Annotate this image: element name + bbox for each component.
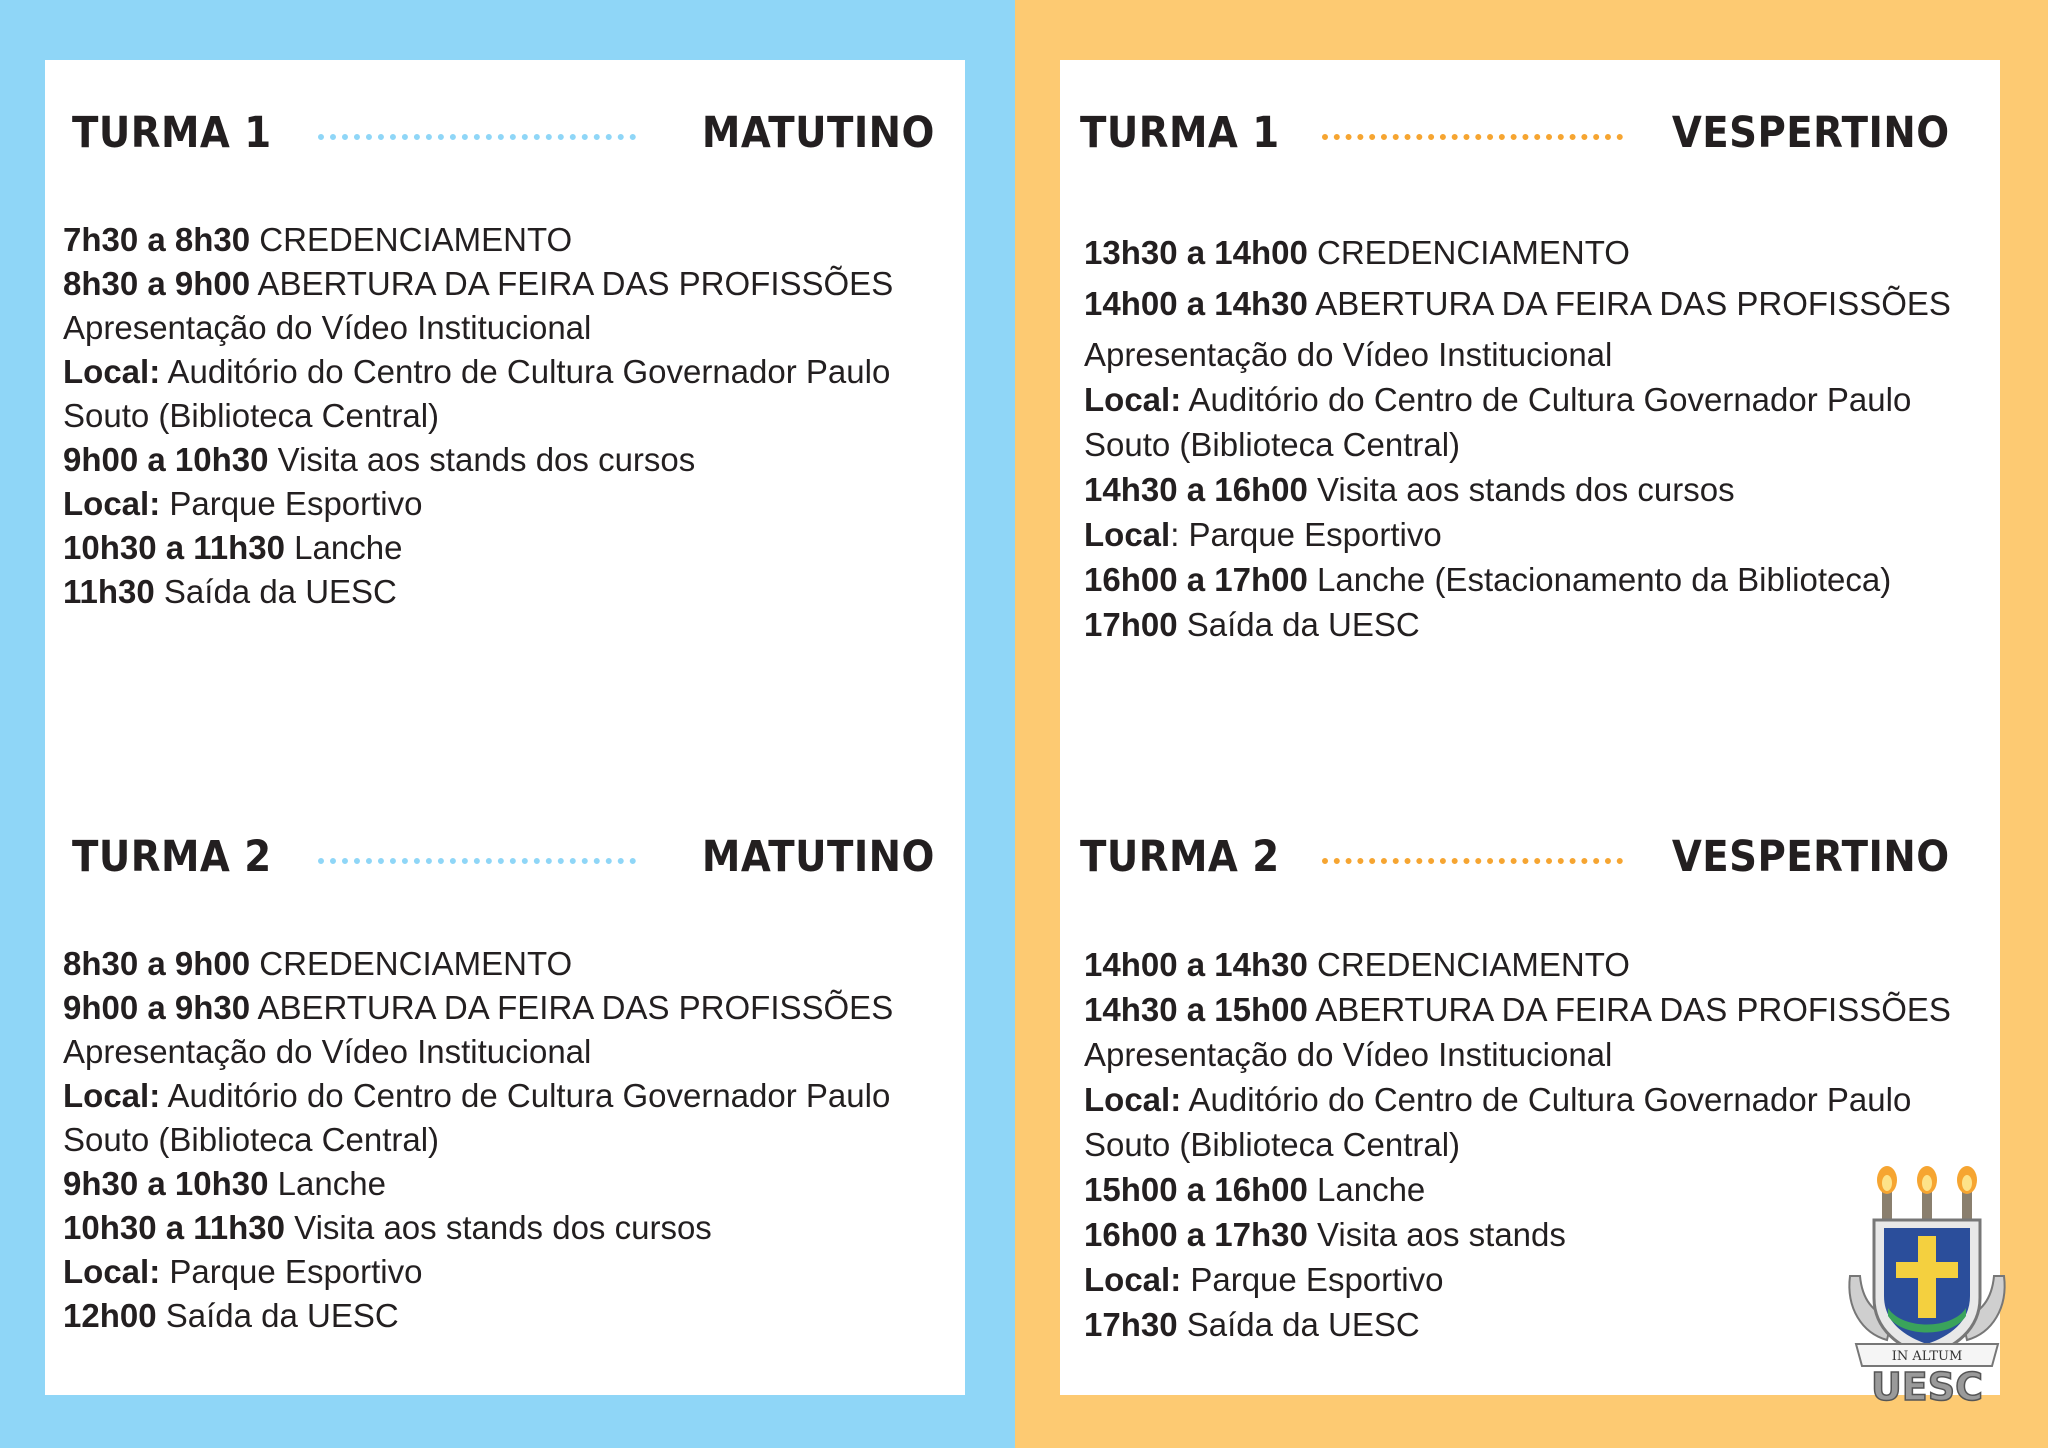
schedule-line: 9h00 a 9h30 ABERTURA DA FEIRA DAS PROFISSÕES	[63, 989, 894, 1026]
schedule-line: Local: Auditório do Centro de Cultura Governador Paulo	[63, 1077, 891, 1114]
turma-label: TURMA 1	[1080, 108, 1280, 158]
schedule-line: 13h30 a 14h00 CREDENCIAMENTO	[1084, 234, 1630, 271]
schedule-list	[63, 218, 955, 614]
schedule-line: Souto (Biblioteca Central)	[63, 1121, 440, 1158]
schedule-line: Apresentação do Vídeo Institucional	[1084, 336, 1613, 373]
schedule-line: Apresentação do Vídeo Institucional	[63, 309, 592, 346]
period-label: MATUTINO	[702, 832, 935, 882]
schedule-line: 10h30 a 11h30 Visita aos stands dos cursos	[63, 1209, 712, 1246]
schedule-line: Local: Parque Esportivo	[63, 485, 423, 522]
torch-icon	[1957, 1166, 1977, 1222]
section-header	[1080, 822, 1950, 892]
schedule-line: 9h30 a 10h30 Lanche	[63, 1165, 386, 1202]
section-header	[1080, 98, 1950, 168]
torch-icon	[1917, 1166, 1937, 1222]
turma-label: TURMA 2	[1080, 832, 1280, 882]
turma-label: TURMA 1	[72, 108, 272, 158]
uesc-crest-icon	[1842, 1158, 2012, 1406]
schedule-line: Souto (Biblioteca Central)	[1084, 1126, 1461, 1163]
uesc-logo	[1842, 1158, 2012, 1406]
schedule-line: 14h00 a 14h30 ABERTURA DA FEIRA DAS PROFISSÕES	[1084, 285, 1951, 322]
schedule-line: Local: Auditório do Centro de Cultura Governador Paulo	[1084, 381, 1912, 418]
matutino-card	[45, 60, 965, 1395]
schedule-line: 14h00 a 14h30 CREDENCIAMENTO	[1084, 946, 1630, 983]
schedule-line: Local: Auditório do Centro de Cultura Governador Paulo	[1084, 1081, 1912, 1118]
period-label: VESPERTINO	[1672, 832, 1950, 882]
schedule-line: 7h30 a 8h30 CREDENCIAMENTO	[63, 221, 573, 258]
logo-name: UESC	[1870, 1365, 1984, 1406]
torch-icon	[1877, 1166, 1897, 1222]
schedule-list	[1084, 230, 1990, 647]
schedule-line: 8h30 a 9h00 ABERTURA DA FEIRA DAS PROFISSÕES	[63, 265, 894, 302]
section-header	[72, 822, 935, 892]
dotted-leader	[318, 134, 636, 140]
schedule-list	[63, 942, 955, 1338]
schedule-line: 11h30 Saída da UESC	[63, 573, 397, 610]
schedule-line: 10h30 a 11h30 Lanche	[63, 529, 403, 566]
schedule-line: 14h30 a 16h00 Visita aos stands dos cursos	[1084, 471, 1735, 508]
schedule-line: Souto (Biblioteca Central)	[1084, 426, 1461, 463]
schedule-line: 9h00 a 10h30 Visita aos stands dos cursos	[63, 441, 696, 478]
section-header	[72, 98, 935, 168]
schedule-line: Local: Parque Esportivo	[1084, 516, 1442, 553]
schedule-line: 12h00 Saída da UESC	[63, 1297, 399, 1334]
schedule-line: 17h00 Saída da UESC	[1084, 606, 1420, 643]
schedule-line: 14h30 a 15h00 ABERTURA DA FEIRA DAS PROFISSÕES	[1084, 991, 1951, 1028]
dotted-leader	[318, 858, 636, 864]
schedule-line: Apresentação do Vídeo Institucional	[63, 1033, 592, 1070]
dotted-leader	[1322, 858, 1624, 864]
dotted-leader	[1322, 134, 1624, 140]
schedule-line: 8h30 a 9h00 CREDENCIAMENTO	[63, 945, 573, 982]
period-label: MATUTINO	[702, 108, 935, 158]
schedule-line: Local: Parque Esportivo	[1084, 1261, 1444, 1298]
period-label: VESPERTINO	[1672, 108, 1950, 158]
schedule-line: 16h00 a 17h00 Lanche (Estacionamento da Biblioteca)	[1084, 561, 1892, 598]
schedule-line: Souto (Biblioteca Central)	[63, 397, 440, 434]
logo-motto: IN ALTUM	[1891, 1349, 1963, 1364]
schedule-line: Apresentação do Vídeo Institucional	[1084, 1036, 1613, 1073]
turma-label: TURMA 2	[72, 832, 272, 882]
schedule-line: 17h30 Saída da UESC	[1084, 1306, 1420, 1343]
schedule-line: Local: Auditório do Centro de Cultura Governador Paulo	[63, 353, 891, 390]
schedule-line: 16h00 a 17h30 Visita aos stands	[1084, 1216, 1566, 1253]
schedule-line: Local: Parque Esportivo	[63, 1253, 423, 1290]
schedule-line: 15h00 a 16h00 Lanche	[1084, 1171, 1426, 1208]
